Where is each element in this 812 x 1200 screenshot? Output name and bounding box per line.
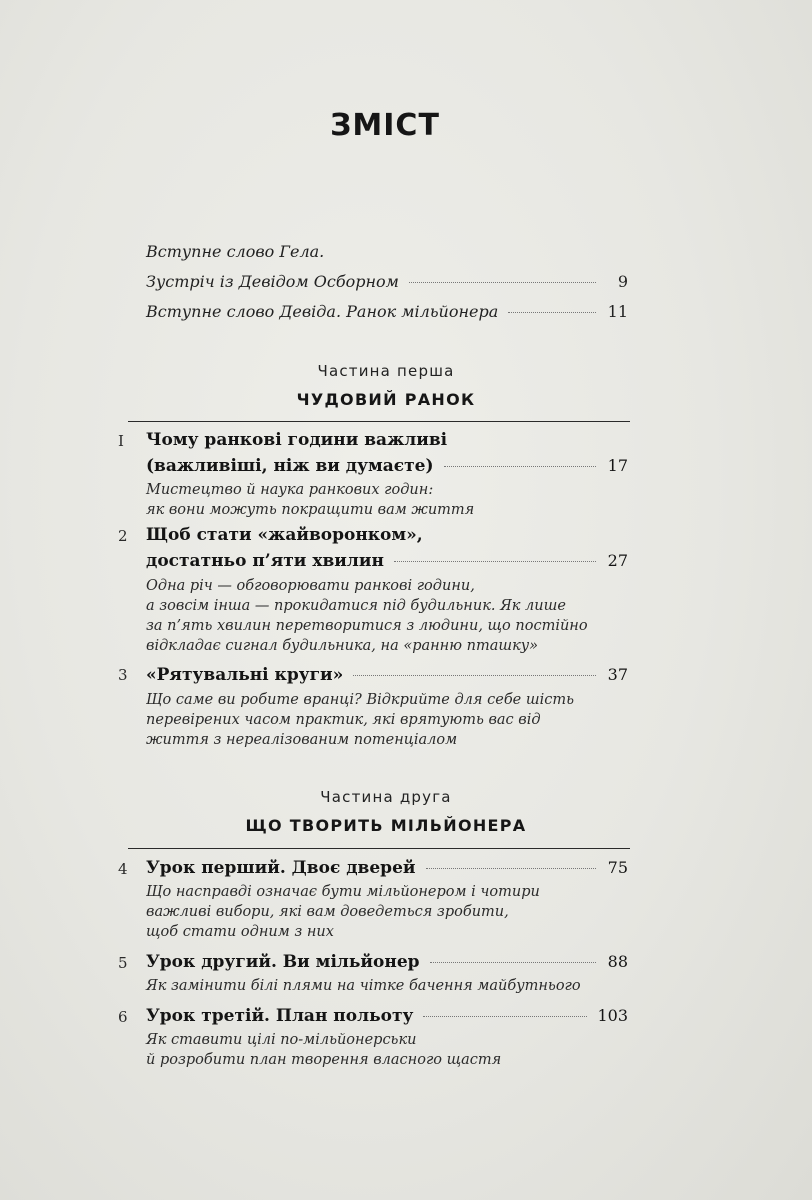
section-rule bbox=[128, 421, 630, 422]
description-line: за п’ять хвилин перетворитися з людини, що постійно bbox=[146, 618, 588, 634]
chapter-number: 5 bbox=[118, 954, 128, 972]
part-title: ЩО ТВОРИТЬ МІЛЬЙОНЕРА bbox=[245, 816, 527, 835]
description-line: й розробити план творення власного щастя bbox=[146, 1052, 502, 1068]
leader-dots bbox=[423, 1016, 587, 1017]
chapter-title-line: «Рятувальні круги» bbox=[146, 665, 344, 685]
leader-dots bbox=[426, 868, 597, 869]
page-number: 88 bbox=[607, 952, 628, 971]
chapter-description bbox=[146, 480, 586, 520]
chapter-title-line: достатньо п’яти хвилин bbox=[146, 551, 384, 571]
chapter-title-line: Урок другий. Ви мільйонер bbox=[146, 952, 420, 972]
description-line: перевірених часом практик, які врятують вас від bbox=[146, 712, 541, 728]
chapter-description bbox=[146, 1030, 586, 1070]
chapter-title-line: Щоб стати «жайворонком», bbox=[146, 525, 423, 545]
chapter-number: 2 bbox=[118, 527, 128, 545]
leader-dots bbox=[353, 675, 596, 676]
page-number: 9 bbox=[617, 272, 628, 291]
description-line: Як ставити цілі по-мільйонерськи bbox=[146, 1032, 417, 1048]
part-title: ЧУДОВИЙ РАНОК bbox=[296, 390, 476, 409]
chapter-number: I bbox=[118, 432, 124, 450]
chapter-title bbox=[146, 949, 628, 975]
page-number: 37 bbox=[607, 665, 628, 684]
description-line: як вони можуть покращити вам життя bbox=[146, 502, 475, 518]
chapter-title-line: Урок перший. Двоє дверей bbox=[146, 858, 416, 878]
description-line: Мистецтво й наука ранкових годин: bbox=[146, 482, 434, 498]
chapter-description bbox=[146, 882, 586, 942]
toc-intro-text: Зустріч із Девідом Осборном bbox=[146, 272, 399, 291]
section-rule bbox=[128, 848, 630, 849]
leader-dots bbox=[444, 466, 596, 467]
description-line: Одна річ — обговорювати ранкові години, bbox=[146, 578, 475, 594]
page-title: ЗМІСТ bbox=[330, 108, 440, 143]
description-line: життя з нереалізованим потенціалом bbox=[146, 732, 458, 748]
chapter-title bbox=[146, 428, 628, 479]
part-label: Частина друга bbox=[320, 788, 452, 806]
toc-intro-item bbox=[146, 272, 628, 291]
chapter-number: 3 bbox=[118, 666, 128, 684]
page-number: 103 bbox=[597, 1006, 628, 1025]
leader-dots bbox=[409, 282, 596, 283]
page-number: 17 bbox=[607, 456, 628, 475]
description-line: а зовсім інша — прокидатися під будильник. Як лише bbox=[146, 598, 566, 614]
chapter-number: 4 bbox=[118, 860, 128, 878]
description-line: відкладає сигнал будильника, на «ранню пташку» bbox=[146, 638, 539, 654]
toc-intro-text: Вступне слово Девіда. Ранок мільйонера bbox=[146, 302, 499, 321]
chapter-title bbox=[146, 855, 628, 881]
leader-dots bbox=[430, 962, 596, 963]
description-line: Що насправді означає бути мільйонером і чотири bbox=[146, 884, 540, 900]
chapter-title-line: (важливіші, ніж ви думаєте) bbox=[146, 456, 434, 476]
description-line: Як замінити білі плями на чітке бачення майбутнього bbox=[146, 978, 581, 994]
chapter-title bbox=[146, 662, 628, 688]
chapter-description bbox=[146, 576, 586, 656]
chapter-number: 6 bbox=[118, 1008, 128, 1026]
toc-intro-item bbox=[146, 302, 628, 321]
leader-dots bbox=[508, 312, 596, 313]
page-number: 27 bbox=[607, 551, 628, 570]
part-label: Частина перша bbox=[317, 362, 455, 380]
chapter-title bbox=[146, 1003, 628, 1029]
toc-intro-text: Вступне слово Гела. bbox=[146, 242, 325, 261]
page-number: 11 bbox=[607, 302, 628, 321]
toc-intro-item bbox=[146, 242, 628, 261]
chapter-title-line: Чому ранкові години важливі bbox=[146, 430, 448, 450]
page-number: 75 bbox=[607, 858, 628, 877]
description-line: важливі вибори, які вам доведеться зробити, bbox=[146, 904, 509, 920]
description-line: Що саме ви робите вранці? Відкрийте для себе шість bbox=[146, 692, 574, 708]
chapter-description bbox=[146, 976, 586, 996]
chapter-title bbox=[146, 523, 628, 574]
chapter-title-line: Урок третій. План польоту bbox=[146, 1006, 414, 1026]
description-line: щоб стати одним з них bbox=[146, 924, 334, 940]
chapter-description bbox=[146, 690, 586, 750]
leader-dots bbox=[394, 561, 596, 562]
